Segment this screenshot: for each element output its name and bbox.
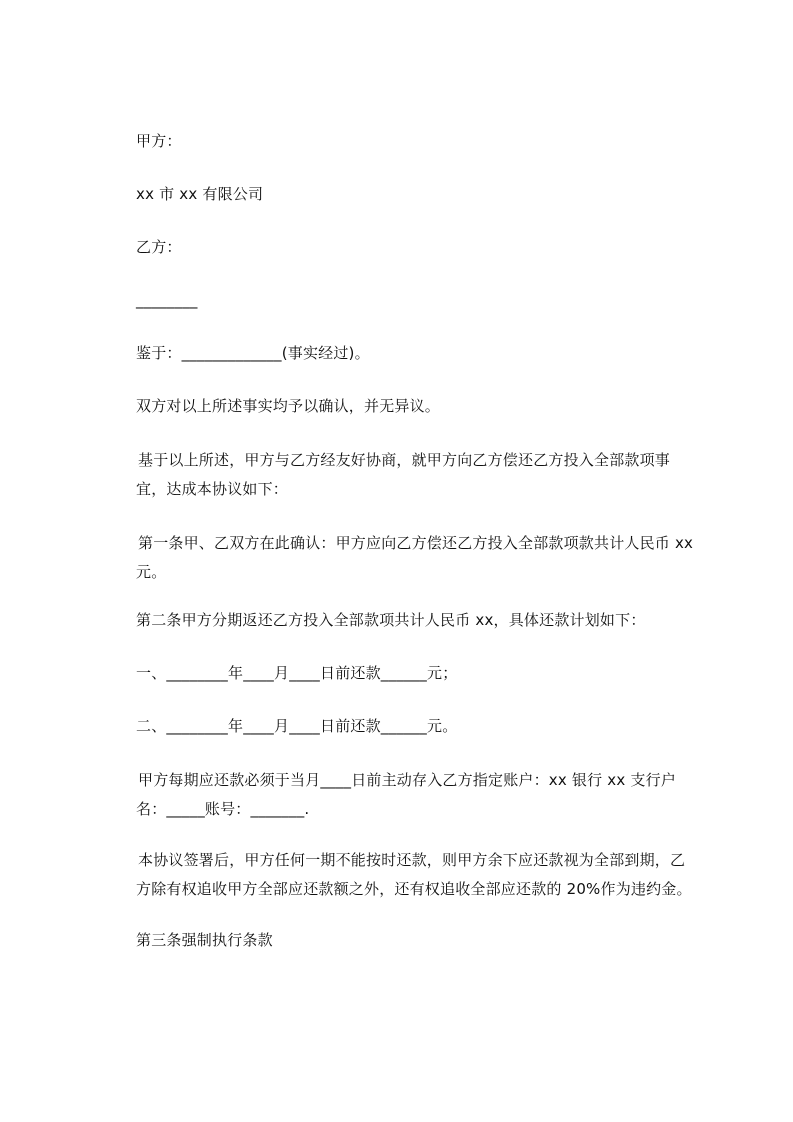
deposit-clause: 甲方每期应还款必须于当月____日前主动存入乙方指定账户：xx 银行 xx 支行户名：_____账号：_______. bbox=[136, 771, 677, 818]
article-1: 第一条甲、乙双方在此确认：甲方应向乙方偿还乙方投入全部款项款共计人民币 xx 元。 bbox=[136, 534, 694, 581]
party-a-value: xx 市 xx 有限公司 bbox=[136, 185, 264, 203]
article-2: 第二条甲方分期返还乙方投入全部款项共计人民币 xx，具体还款计划如下： bbox=[136, 611, 646, 629]
party-a-label: 甲方： bbox=[136, 132, 182, 150]
whereas-clause: 鉴于：_____________(事实经过)。 bbox=[136, 344, 370, 362]
default-clause: 本协议签署后，甲方任何一期不能按时还款，则甲方余下应还款视为全部到期，乙方除有权追收甲方全部应还款额之外，还有权追收全部应还款的 20%作为违约金。 bbox=[136, 851, 692, 898]
article-3-title: 第三条强制执行条款 bbox=[136, 931, 273, 949]
party-b-label: 乙方： bbox=[136, 238, 182, 256]
payment-plan-2: 二、________年____月____日前还款______元。 bbox=[136, 717, 458, 735]
intro-paragraph: 基于以上所述，甲方与乙方经友好协商，就甲方向乙方偿还乙方投入全部款项事宜，达成本协议如下： bbox=[136, 451, 671, 498]
payment-plan-1: 一、________年____月____日前还款______元； bbox=[136, 664, 458, 682]
confirmation-clause: 双方对以上所述事实均予以确认，并无异议。 bbox=[136, 397, 441, 415]
party-b-blank: ________ bbox=[136, 291, 198, 309]
